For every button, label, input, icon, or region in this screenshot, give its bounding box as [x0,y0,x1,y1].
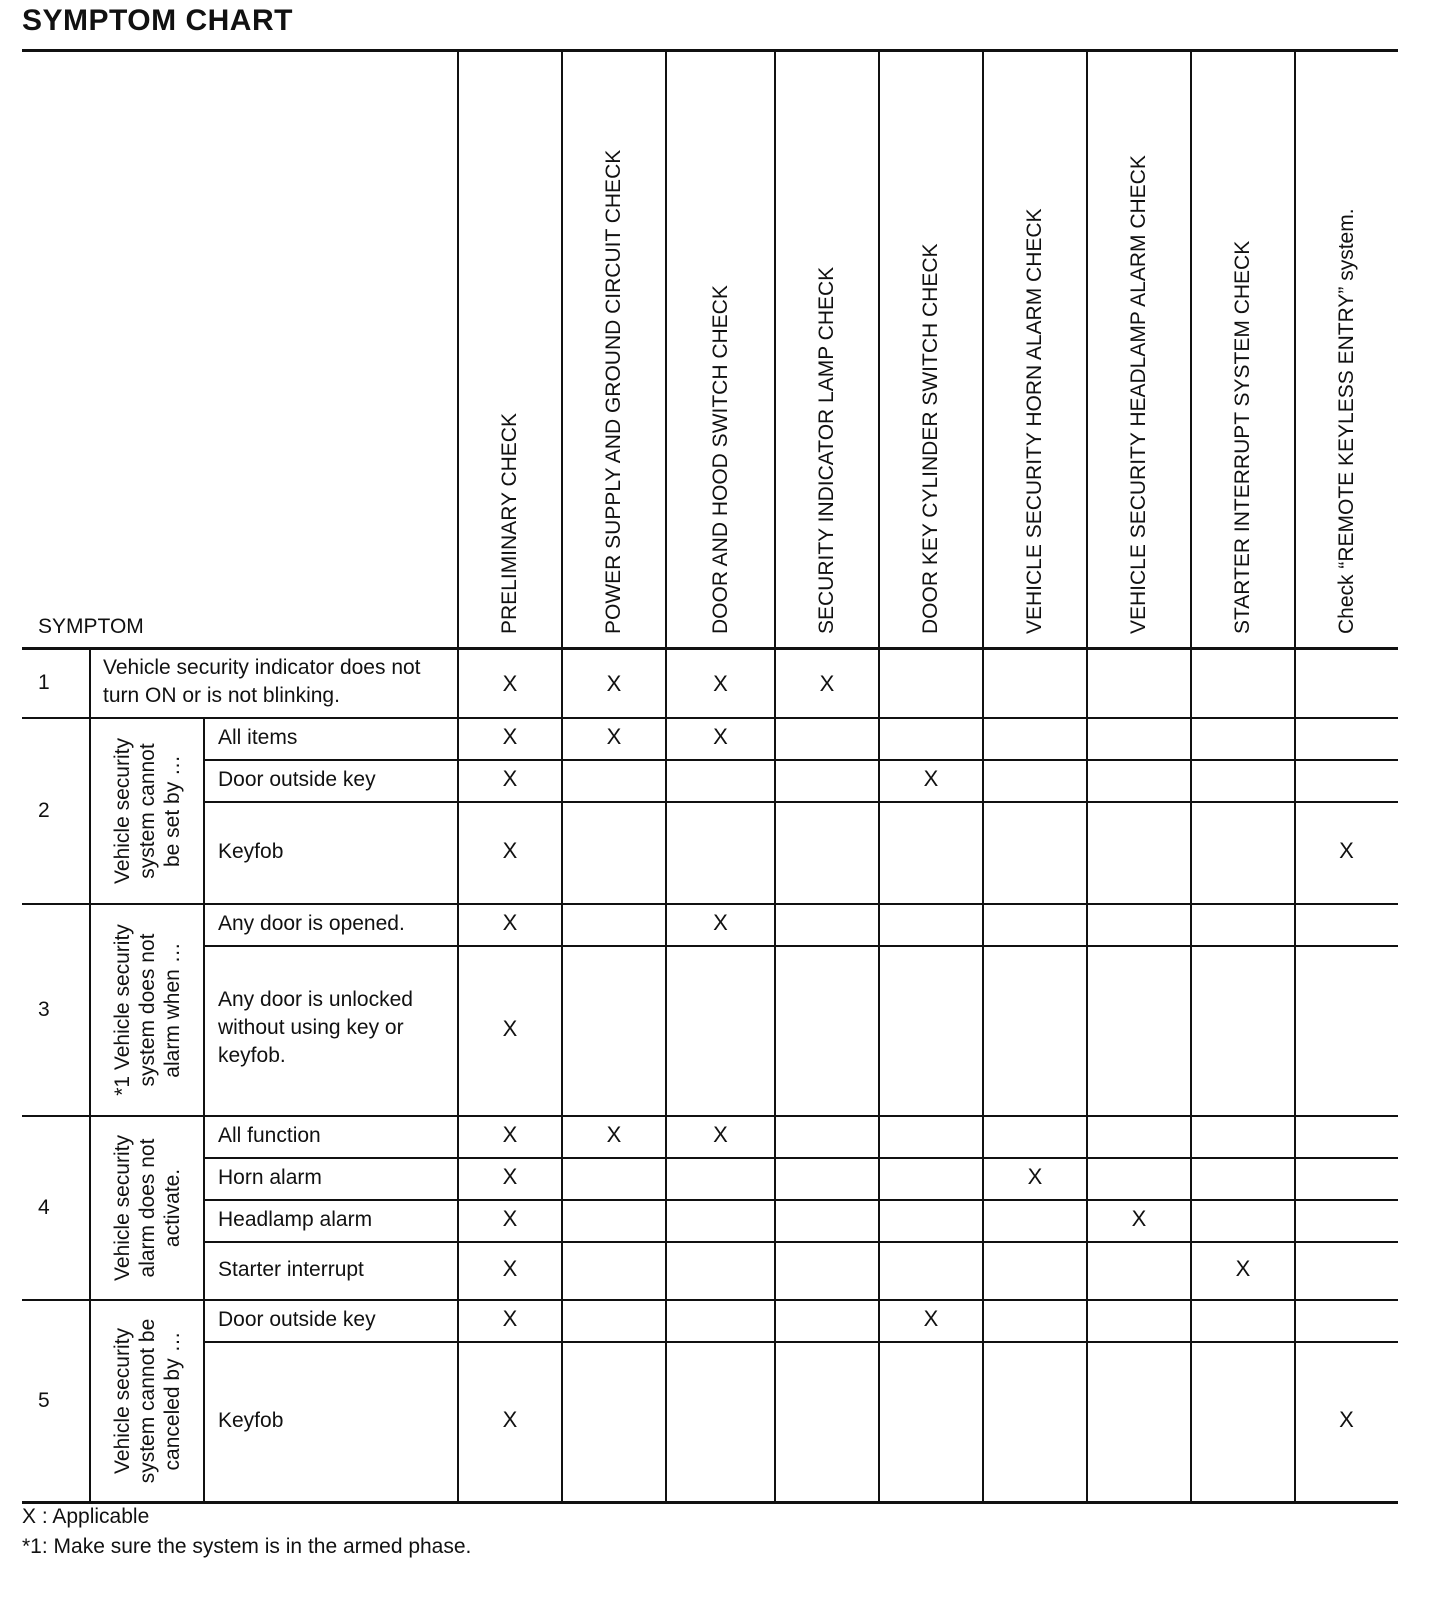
applicable-mark: X [1235,1256,1251,1281]
grid-line-horizontal [204,1341,1398,1343]
applicable-mark: X [1339,1407,1354,1432]
applicable-mark: X [502,1256,518,1281]
column-header-4: SECURITY INDICATOR LAMP CHECK [815,266,838,634]
applicable-mark: X [502,671,518,696]
symptom-group-label-line: system cannot be [135,1318,159,1484]
applicable-mark: X [713,671,728,696]
symptom-condition: Horn alarm [218,1166,322,1189]
applicable-mark: X [502,1016,518,1041]
column-header-6: VEHICLE SECURITY HORN ALARM CHECK [1023,208,1046,634]
column-header-5: DOOR KEY CYLINDER SWITCH CHECK [919,243,942,634]
grid-line-vertical [878,50,880,1502]
symptom-number: 4 [38,1196,50,1219]
applicable-mark: X [923,1306,939,1331]
symptom-number: 5 [38,1389,50,1412]
symptom-group-label-line: system does not [135,933,159,1087]
symptom-group-label-line: Vehicle security [110,738,134,884]
applicable-mark: X [1339,838,1354,863]
symptom-condition: Headlamp alarm [218,1208,373,1231]
applicable-mark: X [1131,1206,1147,1231]
column-header-1: PRELIMINARY CHECK [498,413,521,634]
applicable-mark: X [606,671,622,696]
symptom-group-label-line: system cannot [135,743,159,879]
symptom-header: SYMPTOM [38,615,144,638]
symptom-description: Vehicle security indicator does not [103,656,421,679]
footnote-armed-phase: *1: Make sure the system is in the armed phase. [22,1535,472,1558]
symptom-description: turn ON or is not blinking. [103,684,340,707]
symptom-condition: All items [218,726,298,749]
symptom-group-label-line: Vehicle security [110,1135,134,1281]
grid-line-vertical [1086,50,1088,1502]
symptom-group-label-line: Vehicle security [110,1328,134,1474]
symptom-number: 3 [38,998,50,1021]
applicable-mark: X [502,1206,518,1231]
column-header-9: Check “REMOTE KEYLESS ENTRY” system. [1334,208,1358,634]
applicable-mark: X [502,766,518,791]
symptom-condition: Keyfob [218,840,284,863]
symptom-condition: Starter interrupt [218,1258,364,1281]
symptom-condition: Door outside key [218,1308,376,1331]
grid-line-vertical [982,50,984,1502]
applicable-mark: X [502,724,518,749]
symptom-number: 2 [38,799,50,822]
grid-line-horizontal [204,801,1398,803]
applicable-mark: X [713,724,728,749]
applicable-mark: X [713,1122,728,1147]
column-header-2: POWER SUPPLY AND GROUND CIRCUIT CHECK [602,149,625,634]
symptom-group-label-line: alarm does not [135,1138,159,1278]
symptom-group-label [90,1116,204,1300]
applicable-mark: X [606,1122,622,1147]
applicable-mark: X [502,1122,518,1147]
symptom-condition: Door outside key [218,768,376,791]
column-header-8: STARTER INTERRUPT SYSTEM CHECK [1231,240,1254,634]
column-header-7: VEHICLE SECURITY HEADLAMP ALARM CHECK [1127,155,1150,634]
symptom-group-label [90,718,204,904]
grid-line-horizontal [204,945,1398,947]
footnote-applicable: X : Applicable [22,1505,150,1528]
grid-line-vertical [774,50,776,1502]
symptom-group-label [90,904,204,1116]
applicable-mark: X [502,838,518,863]
grid-line-horizontal [204,1157,1398,1159]
symptom-condition: Keyfob [218,1409,284,1432]
symptom-group-label-line: activate. [160,1168,184,1248]
symptom-condition: Any door is opened. [218,912,405,935]
applicable-mark: X [606,724,622,749]
page-title: SYMPTOM CHART [22,4,293,37]
applicable-mark: X [502,1306,518,1331]
symptom-group-label-line: canceled by … [160,1331,184,1471]
grid-line-vertical [665,50,667,1502]
grid-line-vertical [561,50,563,1502]
applicable-mark: X [502,1407,518,1432]
applicable-mark: X [819,671,835,696]
grid-line-horizontal [204,1241,1398,1243]
applicable-mark: X [502,910,518,935]
grid-line-horizontal [204,1199,1398,1201]
grid-line-vertical [457,50,459,1502]
symptom-group-label-line: alarm when … [160,942,184,1078]
symptom-group-label-line: *1 Vehicle security [110,924,134,1096]
applicable-mark: X [713,910,728,935]
symptom-group-label [90,1300,204,1502]
column-header-3: DOOR AND HOOD SWITCH CHECK [708,285,732,634]
symptom-condition: All function [218,1124,321,1147]
symptom-condition: keyfob. [218,1044,286,1067]
grid-line-horizontal [204,759,1398,761]
symptom-group-label-line: be set by … [160,754,184,868]
applicable-mark: X [502,1164,518,1189]
grid-line-vertical [1190,50,1192,1502]
symptom-number: 1 [38,671,50,694]
applicable-mark: X [923,766,939,791]
applicable-mark: X [1027,1164,1043,1189]
symptom-condition: Any door is unlocked [218,988,413,1011]
grid-line-vertical [1294,50,1296,1502]
symptom-condition: without using key or [218,1016,404,1039]
